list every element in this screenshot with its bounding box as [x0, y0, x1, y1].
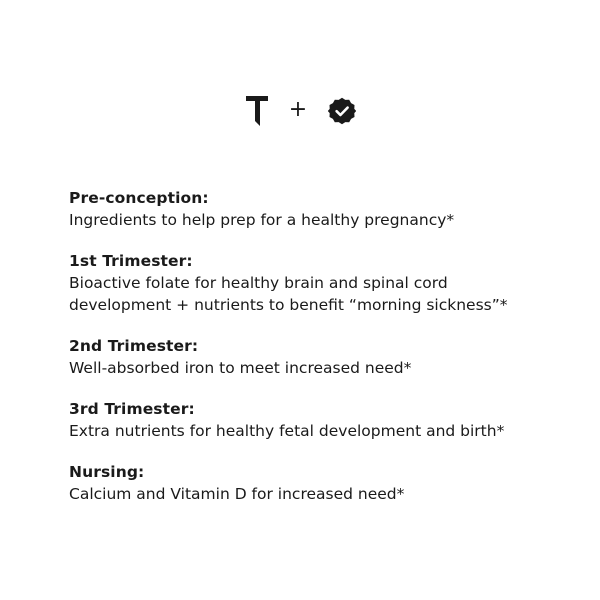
stage-3rd-trimester [69, 398, 589, 442]
stage-1st-trimester [69, 250, 589, 316]
stage-2nd-trimester [69, 335, 589, 379]
stage-description: Calcium and Vitamin D for increased need* [69, 485, 405, 503]
stage-description: Bioactive folate for healthy brain and spinal cord [69, 274, 448, 292]
stage-title: 3rd Trimester: [69, 400, 195, 418]
stage-description: Ingredients to help prep for a healthy pregnancy* [69, 211, 455, 229]
stage-title: 1st Trimester: [69, 252, 193, 270]
stage-description: development + nutrients to benefit “morning sickness”* [69, 296, 508, 314]
plus-separator: + [288, 97, 308, 122]
logo-row [0, 96, 600, 126]
stages-list [69, 187, 589, 505]
t-logo-icon [246, 96, 268, 126]
stage-title: Pre-conception: [69, 189, 209, 207]
stage-title: 2nd Trimester: [69, 337, 199, 355]
verified-badge-icon [328, 97, 356, 125]
stage-description: Well-absorbed iron to meet increased need* [69, 359, 412, 377]
stage-title: Nursing: [69, 463, 145, 481]
stage-pre-conception [69, 187, 589, 231]
stage-description: Extra nutrients for healthy fetal development and birth* [69, 422, 505, 440]
stage-nursing [69, 461, 589, 505]
